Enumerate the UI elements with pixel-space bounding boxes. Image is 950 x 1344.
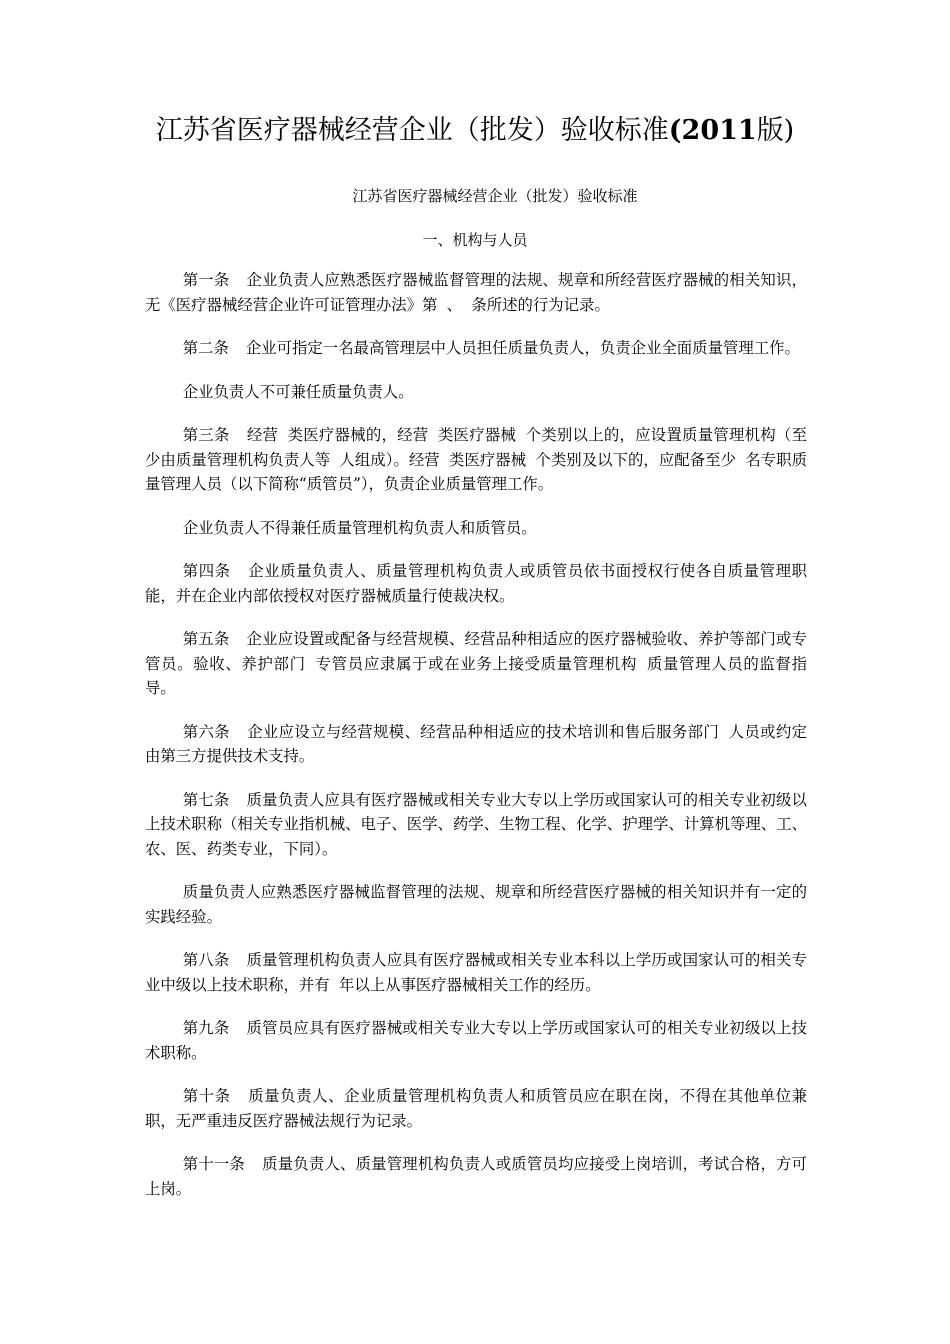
article-paragraph [145,516,807,541]
paragraph-text: 名专职质量管理人员（以下简称“质管员”），负责企业质量管理工作。 [145,450,807,493]
paragraph-text: 质量管理人员的监督指导。 [145,654,807,697]
paragraph-text: 人组成）。经营 [339,450,440,469]
article-paragraph [145,788,807,862]
article-paragraph [145,627,807,701]
paragraph-text: 经营 [246,426,279,444]
paragraph-text: 质量负责人应熟悉医疗器械监督管理的法规、规章和所经营医疗器械的相关知识并有一定的实践经验。 [145,883,807,926]
article-paragraph [145,880,807,929]
document-subtitle: 江苏省医疗器械经营企业（批发）验收标准 [352,187,638,205]
paragraph-text: 、 [446,295,463,314]
article-paragraph [145,336,807,361]
article-label: 第二条 [182,339,229,357]
paragraph-text: 类医疗器械的，经营 [287,426,429,444]
paragraph-text: 类医疗器械 [437,426,517,444]
article-paragraph [145,1016,807,1065]
paragraph-text: 企业可指定一名最高管理层中人员担任质量负责人，负责企业全面质量管理工作。 [245,339,800,357]
article-paragraph [145,1084,807,1133]
article-paragraph [145,423,807,497]
article-label: 第七条 [182,790,230,809]
article-label: 第一条 [182,271,230,289]
document-title [0,113,950,149]
article-label: 第六条 [182,722,230,741]
paragraph-text: 企业质量负责人、质量管理机构负责人或质管员依书面授权行使各自质量管理职能，并在企业内部依授权对医疗器械质量行使裁决权。 [145,562,807,605]
article-paragraph [145,948,807,997]
article-label: 第三条 [182,426,230,444]
article-paragraph [145,268,807,317]
paragraph-text: 质量负责人、质量管理机构负责人或质管员均应接受上岗培训，考试合格，方可上岗。 [145,1155,807,1198]
article-label: 第四条 [182,562,231,580]
document-title-suffix: 版) [756,115,795,146]
paragraph-text: 质量负责人、企业质量管理机构负责人和质管员应在职在岗，不得在其他单位兼职，无严重违反医疗器械法规行为记录。 [145,1087,807,1130]
paragraph-text: 质管员应具有医疗器械或相关专业大专以上学历或国家认可的相关专业初级以上技术职称。 [145,1019,807,1062]
paragraph-text: 质量管理机构负责人应具有医疗器械或相关专业本科以上学历或国家认可的相关专业中级以上技术职称，并有 [145,951,807,994]
paragraph-text: 质量负责人应具有医疗器械或相关专业大专以上学历或国家认可的相关专业初级以上技术职称（相关专业指机械、电子、医学、药学、生物工程、化学、护理学、计算机等理、工、农、医、药类专业，下同）。 [145,790,807,858]
paragraph-text: 人员或约定由第三方提供技术支持。 [145,722,807,765]
paragraph-text: 条所述的行为记录。 [471,295,610,314]
paragraph-text: 企业负责人应熟悉医疗器械监督管理的法规、规章和所经营医疗器械的相关知识，无《医疗器械经营企业许可证管理办法》第 [145,271,807,314]
paragraph-text: 企业应设置或配备与经营规模、经营品种相适应的医疗器械验收、养护等部门或专管员。验收、养护部门 [145,630,807,673]
paragraph-text: 年以上从事医疗器械相关工作的经历。 [338,975,601,994]
paragraph-text: 企业应设立与经营规模、经营品种相适应的技术培训和售后服务部门 [246,722,720,741]
paragraph-text: 企业负责人不得兼任质量管理机构负责人和质管员。 [182,518,537,537]
paragraph-text: 个类别及以下的，应配备至少 [535,450,737,469]
article-label: 第九条 [182,1019,230,1037]
article-paragraph [145,1152,807,1201]
article-paragraph [145,559,807,608]
article-label: 第八条 [182,951,230,969]
paragraph-text: 专管员应隶属于或在业务上接受质量管理机构 [314,654,638,673]
paragraph-text: 企业负责人不可兼任质量负责人。 [182,382,414,401]
article-label: 第五条 [182,630,230,648]
article-label: 第十条 [182,1087,231,1105]
article-paragraph [145,720,807,769]
document-title-main: 江苏省医疗器械经营企业（批发）验收标准 [155,115,669,146]
article-label: 第十一条 [182,1155,246,1173]
paragraph-text: 个类别以上的，应设置质量管理机构（至少由质量管理机构负责人等 [145,426,807,469]
article-paragraph [145,380,807,405]
document-title-year: (2011 [668,115,757,146]
section-heading: 一、机构与人员 [422,231,528,249]
document-body [145,268,807,1220]
paragraph-text: 类医疗器械 [448,450,527,469]
